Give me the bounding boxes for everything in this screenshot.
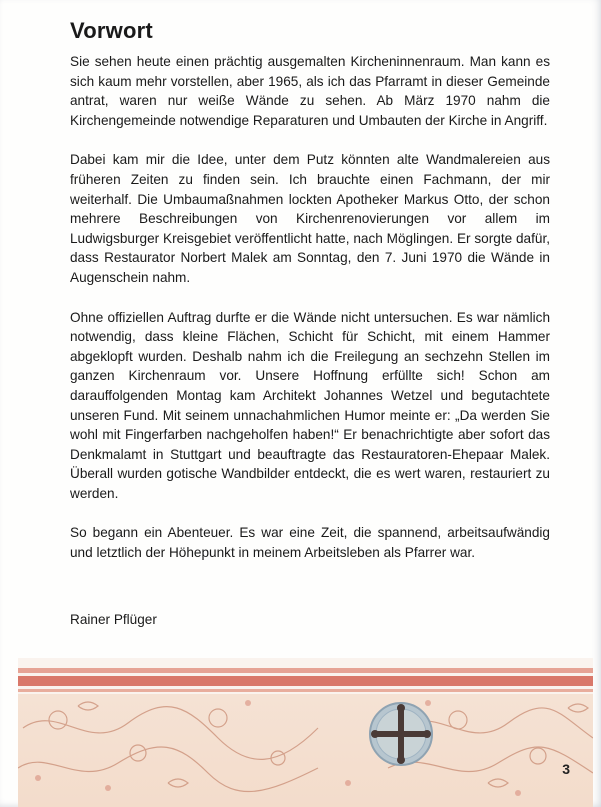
body-text bbox=[70, 52, 550, 583]
ornament-band bbox=[18, 658, 593, 807]
page-title: Vorwort bbox=[70, 18, 153, 43]
paragraph-2: Dabei kam mir die Idee, unter dem Putz könnten alte Wandmalereien aus früheren Zeiten zu finden sein. Ich brauchte einen Fachmann, der mir weiterhalf. Die Umbaumaßnahmen lockten Apotheker Markus Otto, der schon mehrere Beschreibungen von Kirchenrenovierungen vor allem im Ludwigsburger Kreisgebiet veröffentlicht hatte, nach Möglingen. Er sorgte dafür, dass Restaurator Norbert Malek am Sonntag, den 7. Juni 1970 die Wände in Augenschein nahm. bbox=[70, 152, 550, 285]
paragraph-4: So begann ein Abenteuer. Es war eine Zeit, die spannend, arbeitsaufwändig und letztlich der Höhepunkt in meinem Arbeitsleben als Pfarrer war. bbox=[70, 525, 550, 561]
cross-medallion-icon bbox=[370, 703, 432, 765]
signature: Rainer Pflüger bbox=[70, 612, 157, 627]
page-number: 3 bbox=[562, 761, 570, 777]
paragraph-1: Sie sehen heute einen prächtig ausgemalten Kircheninnenraum. Man kann es sich kaum mehr vorstellen, aber 1965, als ich das Pfarramt in dieser Gemeinde antrat, waren nur weiße Wände zu sehen. Ab März 1970 nahm die Kirchengemeinde notwendige Reparaturen und Umbauten der Kirche in Angriff. bbox=[70, 54, 550, 128]
ornament-illustration bbox=[18, 658, 593, 807]
paragraph-3: Ohne offiziellen Auftrag durfte er die Wände nicht untersuchen. Es war nämlich notwendig, dass kleine Flächen, Schicht für Schicht, mit einem Hammer abgeklopft wurden. Deshalb nahm ich die Freilegung an sechzehn Stellen im ganzen Kirchenraum vor. Unsere Hoffnung erfüllte sich! Schon am darauffolgenden Montag kam Architekt Johannes Wetzel und begutachtete unseren Fund. Mit seinem unnachahmlichen Humor meinte er: „Da werden Sie wohl mit Fingerfarben nachgeholfen haben!“ Er benachrichtigte aber sofort das Denkmalamt in Stuttgart und beauftragte das Restauratoren-Ehepaar Malek. Überall wurden gotische Wandbilder entdeckt, die es wert waren, restauriert zu werden. bbox=[70, 309, 550, 501]
